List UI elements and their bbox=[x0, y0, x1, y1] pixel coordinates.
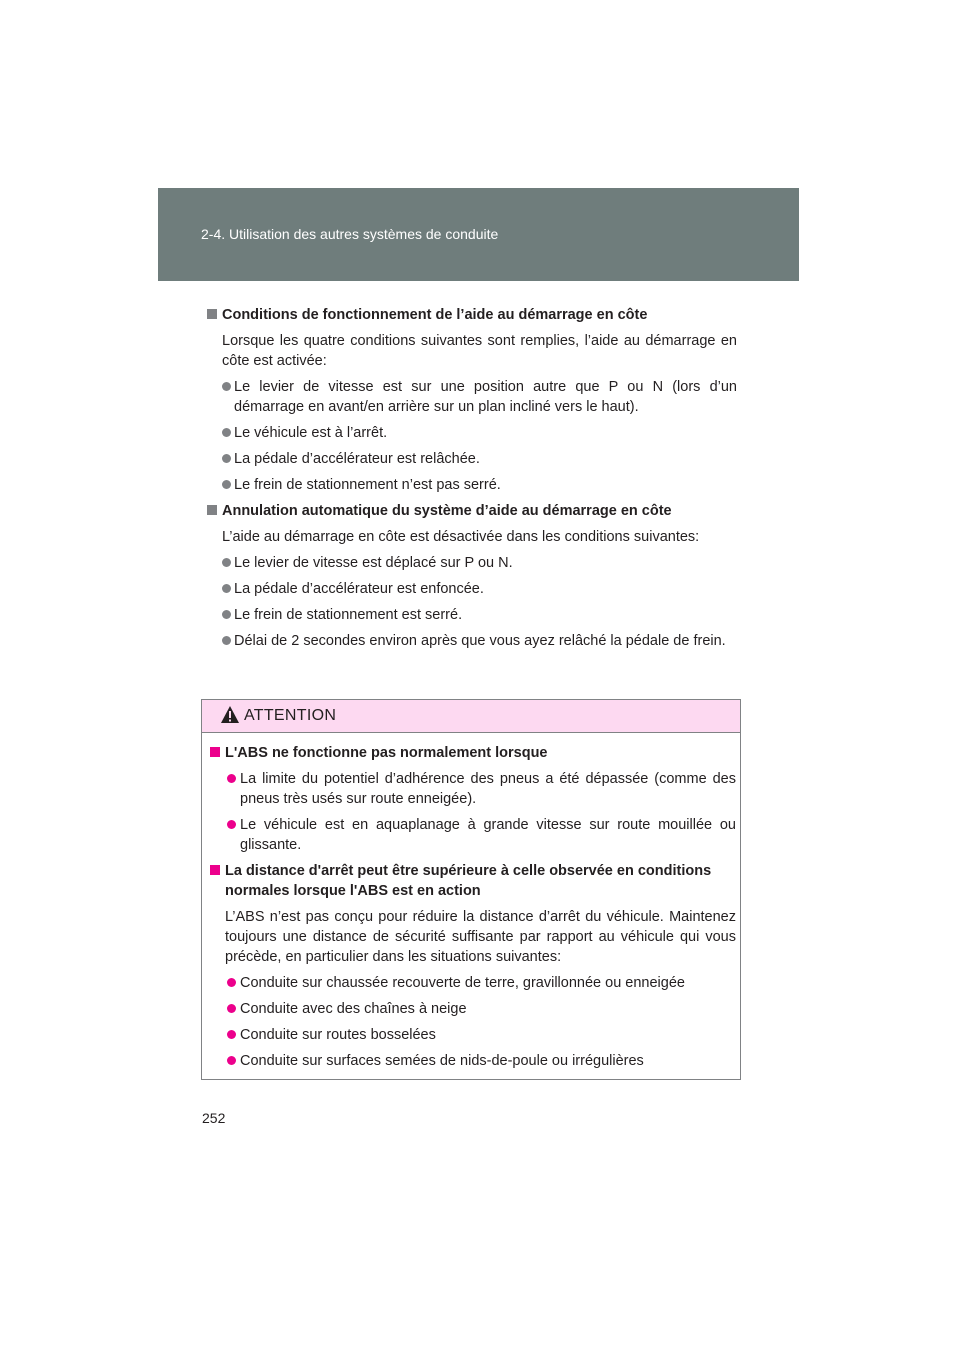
section-intro: L’aide au démarrage en côte est désactivée dans les conditions suivantes: bbox=[222, 529, 700, 545]
warning-title: ATTENTION bbox=[244, 707, 337, 724]
list-item: Délai de 2 secondes environ après que vous ayez relâché la pédale de frein. bbox=[222, 631, 737, 651]
warning-header bbox=[202, 700, 740, 733]
circle-bullet-icon bbox=[227, 1004, 236, 1013]
list-item: Le frein de stationnement n’est pas serré. bbox=[222, 475, 737, 495]
list-item: Conduite avec des chaînes à neige bbox=[227, 999, 736, 1019]
section-intro: Lorsque les quatre conditions suivantes sont remplies, l’aide au démarrage en côte est activée: bbox=[222, 333, 737, 369]
square-bullet-icon bbox=[210, 747, 220, 757]
circle-bullet-icon bbox=[227, 1056, 236, 1065]
warning-heading: La distance d'arrêt peut être supérieure à celle observée en conditions normales lorsque l'ABS est en action bbox=[210, 861, 736, 901]
list-item: Le véhicule est à l’arrêt. bbox=[222, 423, 737, 443]
circle-bullet-icon bbox=[222, 454, 231, 463]
circle-bullet-icon bbox=[222, 610, 231, 619]
list-item: Le frein de stationnement est serré. bbox=[222, 605, 737, 625]
list-item: Conduite sur surfaces semées de nids-de-poule ou irrégulières bbox=[227, 1051, 736, 1071]
circle-bullet-icon bbox=[222, 636, 231, 645]
square-bullet-icon bbox=[210, 865, 220, 875]
circle-bullet-icon bbox=[227, 774, 236, 783]
circle-bullet-icon bbox=[227, 820, 236, 829]
circle-bullet-icon bbox=[227, 978, 236, 987]
warning-intro: L’ABS n’est pas conçu pour réduire la distance d’arrêt du véhicule. Maintenez toujours une distance de sécurité suffisante par rapport au véhicule qui vous précède, en particulier dans les situations suivantes: bbox=[225, 909, 736, 965]
list-item: La pédale d’accélérateur est relâchée. bbox=[222, 449, 737, 469]
circle-bullet-icon bbox=[222, 558, 231, 567]
square-bullet-icon bbox=[207, 505, 217, 515]
list-item: Le levier de vitesse est sur une position autre que P ou N (lors d’un démarrage en avant/en arrière sur un plan incliné vers le haut). bbox=[222, 377, 737, 417]
chapter-title: 2-4. Utilisation des autres systèmes de conduite bbox=[201, 226, 499, 242]
circle-bullet-icon bbox=[222, 428, 231, 437]
warning-triangle-icon bbox=[220, 705, 240, 724]
list-item: Conduite sur chaussée recouverte de terre, gravillonnée ou enneigée bbox=[227, 973, 736, 993]
list-item: Le levier de vitesse est déplacé sur P ou N. bbox=[222, 553, 737, 573]
circle-bullet-icon bbox=[227, 1030, 236, 1039]
square-bullet-icon bbox=[207, 309, 217, 319]
chapter-header bbox=[158, 188, 799, 281]
circle-bullet-icon bbox=[222, 584, 231, 593]
page-number: 252 bbox=[202, 1110, 226, 1126]
list-item: La limite du potentiel d’adhérence des pneus a été dépassée (comme des pneus très usés sur route enneigée). bbox=[227, 769, 736, 809]
warning-heading: L'ABS ne fonctionne pas normalement lorsque bbox=[210, 743, 736, 763]
main-content bbox=[207, 305, 737, 651]
section-heading: Conditions de fonctionnement de l’aide au démarrage en côte bbox=[207, 305, 737, 325]
warning-box bbox=[201, 699, 741, 1080]
list-item: Le véhicule est en aquaplanage à grande vitesse sur route mouillée ou glissante. bbox=[227, 815, 736, 855]
circle-bullet-icon bbox=[222, 480, 231, 489]
list-item: Conduite sur routes bosselées bbox=[227, 1025, 736, 1045]
warning-body bbox=[210, 743, 736, 1071]
list-item: La pédale d’accélérateur est enfoncée. bbox=[222, 579, 737, 599]
circle-bullet-icon bbox=[222, 382, 231, 391]
section-heading: Annulation automatique du système d’aide au démarrage en côte bbox=[207, 501, 737, 521]
